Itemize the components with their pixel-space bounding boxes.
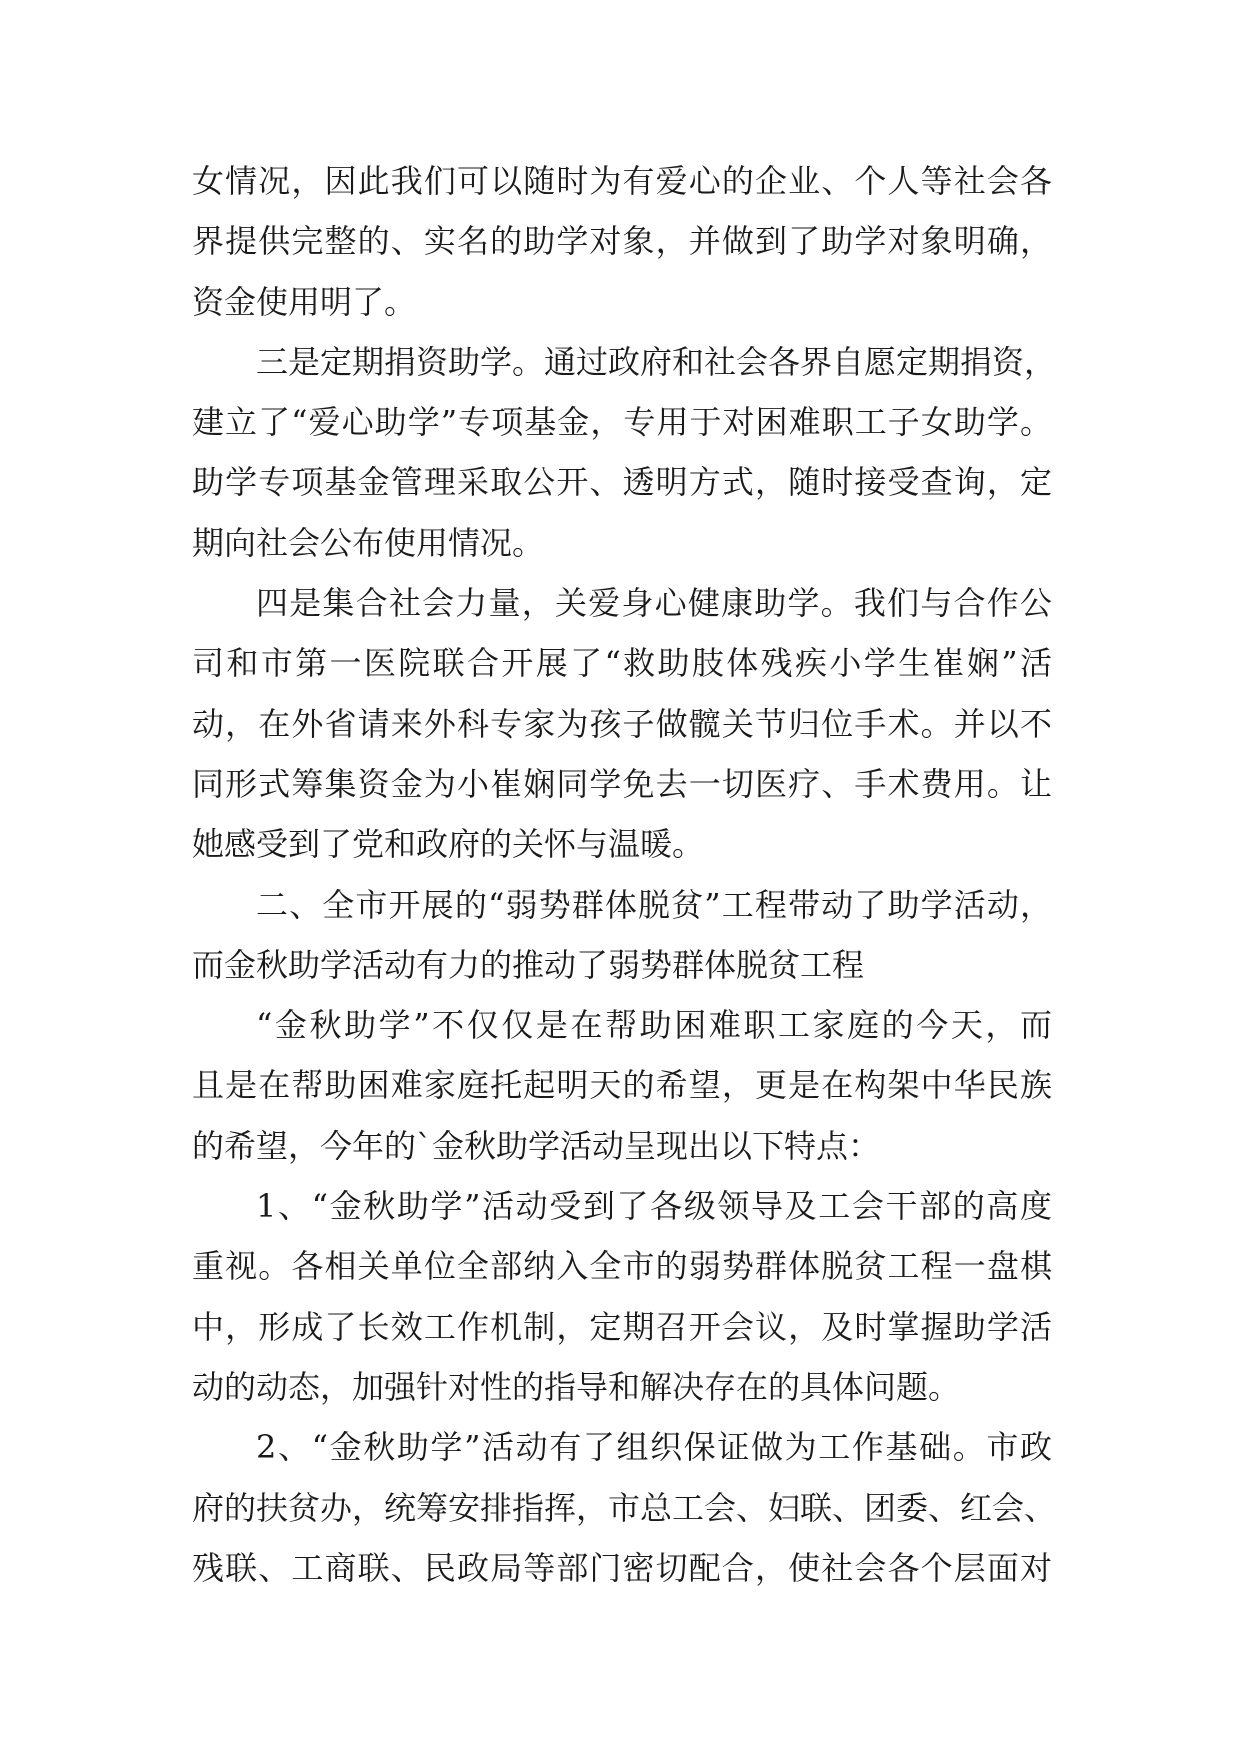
section-heading-line: 二、全市开展的“弱势群体脱贫”工程带动了助学活动，: [256, 885, 1052, 924]
section-heading-line: 而金秋助学活动有力的推动了弱势群体脱贫工程: [192, 945, 865, 984]
paragraph-line: 中，形成了长效工作机制，定期召开会议，及时掌握助学活: [192, 1307, 1052, 1346]
paragraph-line: “金秋助学”不仅仅是在帮助困难职工家庭的今天，而: [256, 1006, 1052, 1045]
paragraph-line: 女情况，因此我们可以随时为有爱心的企业、个人等社会各: [192, 162, 1052, 200]
paragraph-line: 1、“金秋助学”活动受到了各级领导及工会干部的高度: [256, 1187, 1052, 1226]
paragraph-line: 重视。各相关单位全部纳入全市的弱势群体脱贫工程一盘棋: [192, 1247, 1052, 1286]
paragraph-line: 动的动态，加强针对性的指导和解决存在的具体问题。: [192, 1367, 961, 1406]
paragraph-line: 司和市第一医院联合开展了“救助肢体残疾小学生崔娴”活: [192, 644, 1052, 683]
paragraph-line: 同形式筹集资金为小崔娴同学免去一切医疗、手术费用。让: [192, 764, 1052, 803]
paragraph-line: 她感受到了党和政府的关怀与温暖。: [192, 825, 705, 864]
paragraph-line: 界提供完整的、实名的助学对象，并做到了助学对象明确，: [192, 222, 1052, 261]
paragraph-line: 的希望，今年的`金秋助学活动呈现出以下特点：: [192, 1126, 881, 1165]
paragraph-line: 府的扶贫办，统筹安排指挥，市总工会、妇联、团委、红会、: [192, 1488, 1057, 1527]
paragraph-line: 建立了“爱心助学”专项基金，专用于对困难职工子女助学。: [192, 403, 1052, 442]
paragraph-line: 残联、工商联、民政局等部门密切配合，使社会各个层面对: [192, 1548, 1052, 1587]
paragraph-line: 且是在帮助困难家庭托起明天的希望，更是在构架中华民族: [192, 1066, 1052, 1105]
paragraph-line: 助学专项基金管理采取公开、透明方式，随时接受查询，定: [192, 463, 1052, 502]
paragraph-line: 资金使用明了。: [192, 282, 417, 321]
paragraph-line: 期向社会公布使用情况。: [192, 523, 545, 562]
paragraph-line: 2、“金秋助学”活动有了组织保证做为工作基础。市政: [256, 1428, 1052, 1467]
paragraph-line: 动，在外省请来外科专家为孩子做髋关节归位手术。并以不: [192, 704, 1052, 743]
paragraph-line: 四是集合社会力量，关爱身心健康助学。我们与合作公: [256, 584, 1052, 623]
paragraph-line: 三是定期捐资助学。通过政府和社会各界自愿定期捐资，: [256, 342, 1057, 381]
document-body: [192, 151, 1057, 1598]
